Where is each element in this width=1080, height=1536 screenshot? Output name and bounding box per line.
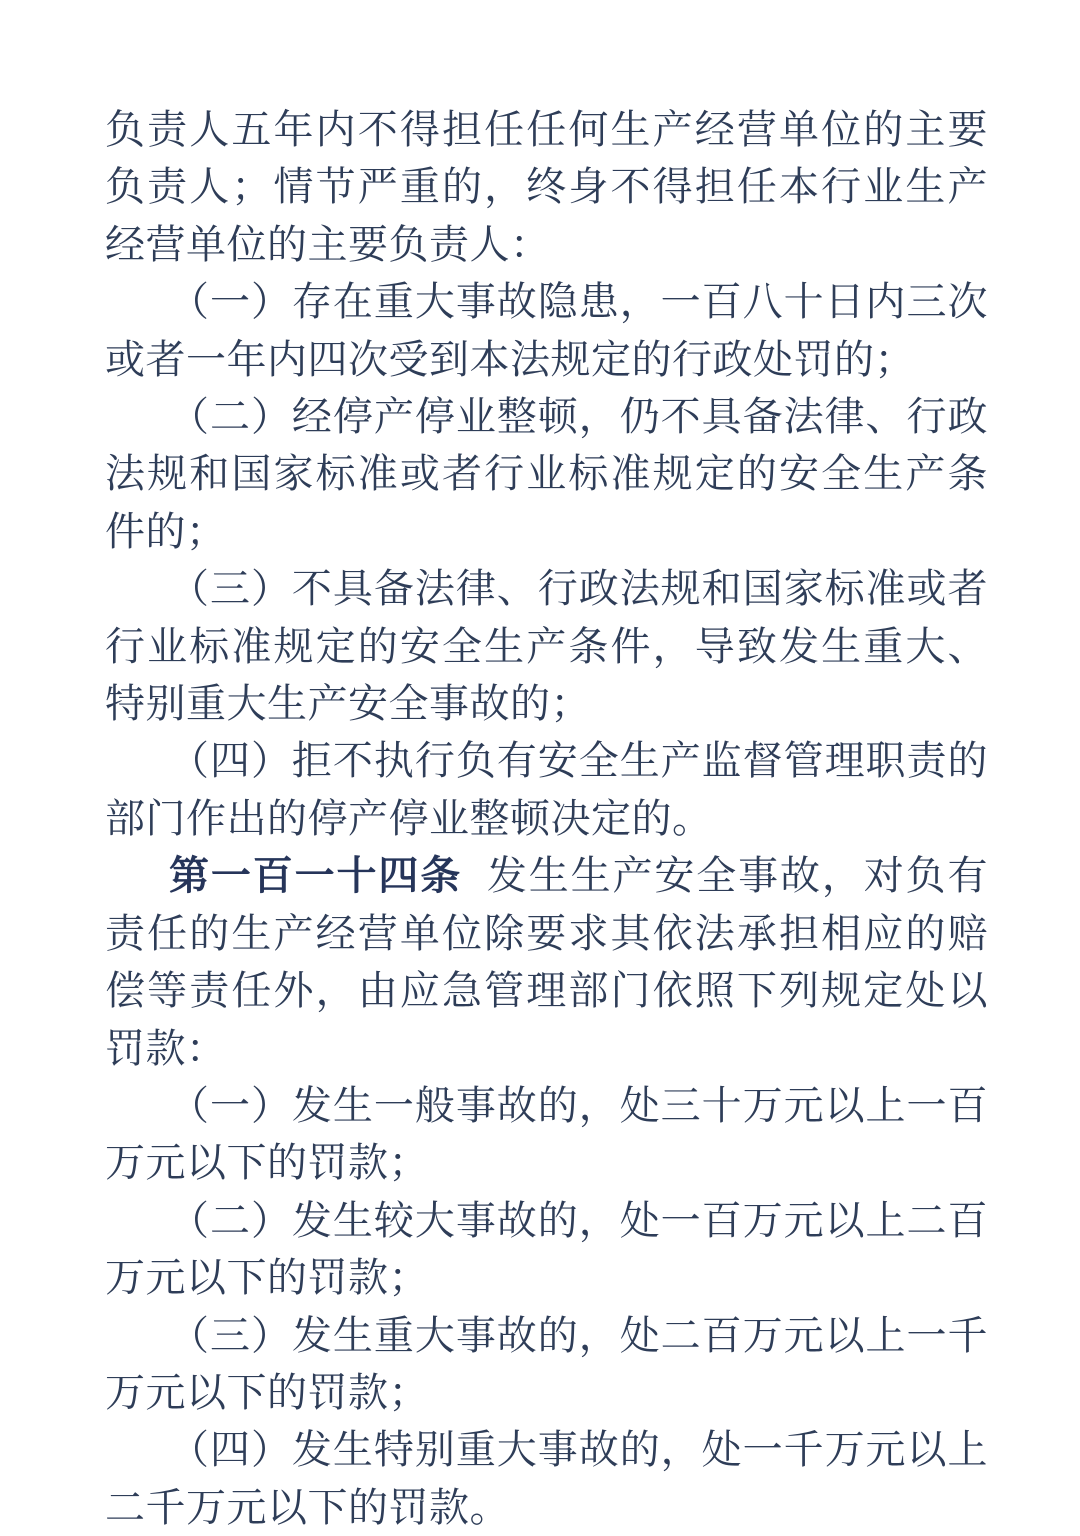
paragraph-text: （四）发生特别重大事故的，处一千万元以上二千万元以下的罚款。: [105, 1427, 988, 1530]
paragraph-continuation: [105, 101, 988, 273]
penalty-item-2: [105, 1192, 988, 1307]
clause-item-3: [105, 560, 988, 732]
penalty-item-4: [105, 1421, 988, 1536]
clause-item-1: [105, 273, 988, 388]
paragraph-text: 发生生产安全事故，对负有责任的生产经营单位除要求其依法承担相应的赔偿等责任外，由应急管理部门依照下列规定处以罚款：: [105, 853, 989, 1071]
paragraph-text: （一）发生一般事故的，处三十万元以上一百万元以下的罚款；: [105, 1082, 988, 1186]
paragraph-text: （四）拒不执行负有安全生产监督管理职责的部门作出的停产停业整顿决定的。: [105, 738, 988, 841]
clause-item-2: [105, 388, 988, 560]
article-number: 第一百一十四条: [169, 853, 463, 899]
paragraph-text: 负责人五年内不得担任任何生产经营单位的主要负责人；情节严重的，终身不得担任本行业生产经营单位的主要负责人：: [105, 107, 988, 267]
paragraph-text: （三）不具备法律、行政法规和国家标准或者行业标准规定的安全生产条件，导致发生重大、特别重大生产安全事故的；: [105, 566, 988, 727]
penalty-item-3: [105, 1307, 988, 1422]
paragraph-text: （二）发生较大事故的，处一百万元以上二百万元以下的罚款；: [105, 1197, 988, 1301]
penalty-item-1: [105, 1077, 988, 1192]
clause-item-4: [105, 732, 988, 847]
paragraph-text: （三）发生重大事故的，处二百万元以上一千万元以下的罚款；: [105, 1312, 988, 1415]
article-114-paragraph: [105, 847, 988, 1077]
paragraph-text: （二）经停产停业整顿，仍不具备法律、行政法规和国家标准或者行业标准规定的安全生产条件的；: [105, 394, 988, 554]
paragraph-text: （一）存在重大事故隐患，一百八十日内三次或者一年内四次受到本法规定的行政处罚的；: [105, 279, 988, 382]
